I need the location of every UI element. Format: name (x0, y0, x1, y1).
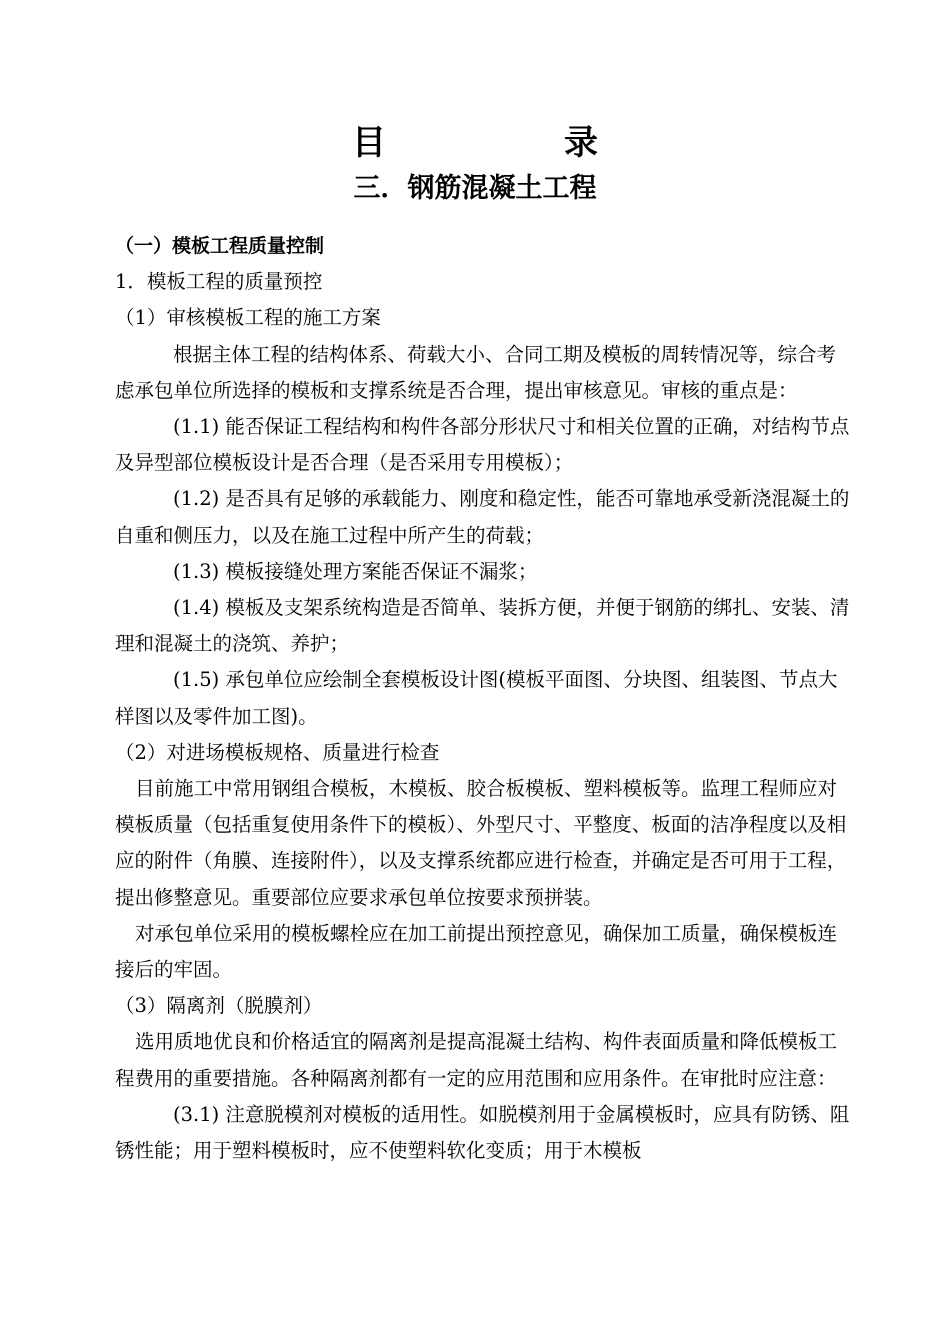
paragraph: (1.1) 能否保证工程结构和构件各部分形状尺寸和相关位置的正确，对结构节点及异型部位模板设计是否合理（是否采用专用模板）； (115, 415, 850, 475)
paragraph: (1.5) 承包单位应绘制全套模板设计图(模板平面图、分块图、组装图、节点大样图以及零件加工图)。 (115, 668, 838, 728)
paragraph: (1.2) 是否具有足够的承载能力、刚度和稳定性，能否可靠地承受新浇混凝土的自重和侧压力，以及在施工过程中所产生的荷载； (115, 487, 850, 547)
paragraph: 目前施工中常用钢组合模板，木模板、胶合板模板、塑料模板等。监理工程师应对模板质量（包括重复使用条件下的模板）、外型尺寸、平整度、板面的洁净程度以及相应的附件（角膜、连接附件），以及支撑系统都应进行检查，并确定是否可用于工程，提出修整意见。重要部位应要求承包单位按要求预拼装。 (115, 777, 847, 909)
item-heading-1: （1）审核模板工程的施工方案 (115, 306, 381, 330)
item-heading-3: （3）隔离剂（脱膜剂） (115, 994, 323, 1018)
paragraph: (1.4) 模板及支架系统构造是否简单、装拆方便，并便于钢筋的绑扎、安装、清理和混凝土的浇筑、养护； (115, 596, 850, 656)
document-title: 目 录 (352, 123, 670, 163)
paragraph: 根据主体工程的结构体系、荷载大小、合同工期及模板的周转情况等，综合考虑承包单位所选择的模板和支撑系统是否合理，提出审核意见。审核的重点是： (115, 342, 837, 402)
paragraph: (1.3) 模板接缝处理方案能否保证不漏浆； (173, 559, 538, 583)
paragraph: 选用质地优良和价格适宜的隔离剂是提高混凝土结构、构件表面质量和降低模板工程费用的重要措施。各种隔离剂都有一定的应用范围和应用条件。在审批时应注意： (115, 1030, 838, 1090)
subsection-heading: 1．模板工程的质量预控 (115, 270, 323, 294)
paragraph: 对承包单位采用的模板螺栓应在加工前提出预控意见，确保加工质量，确保模板连接后的牢固。 (115, 921, 838, 982)
item-heading-2: （2）对进场模板规格、质量进行检查 (115, 740, 440, 764)
chapter-title: 三．钢筋混凝土工程 (353, 173, 597, 204)
section-heading: （一）模板工程质量控制 (115, 235, 325, 257)
paragraph: (3.1) 注意脱模剂对模板的适用性。如脱模剂用于金属模板时，应具有防锈、阻锈性能；用于塑料模板时，应不使塑料软化变质；用于木模板 (115, 1102, 850, 1163)
document-body (115, 228, 855, 1169)
